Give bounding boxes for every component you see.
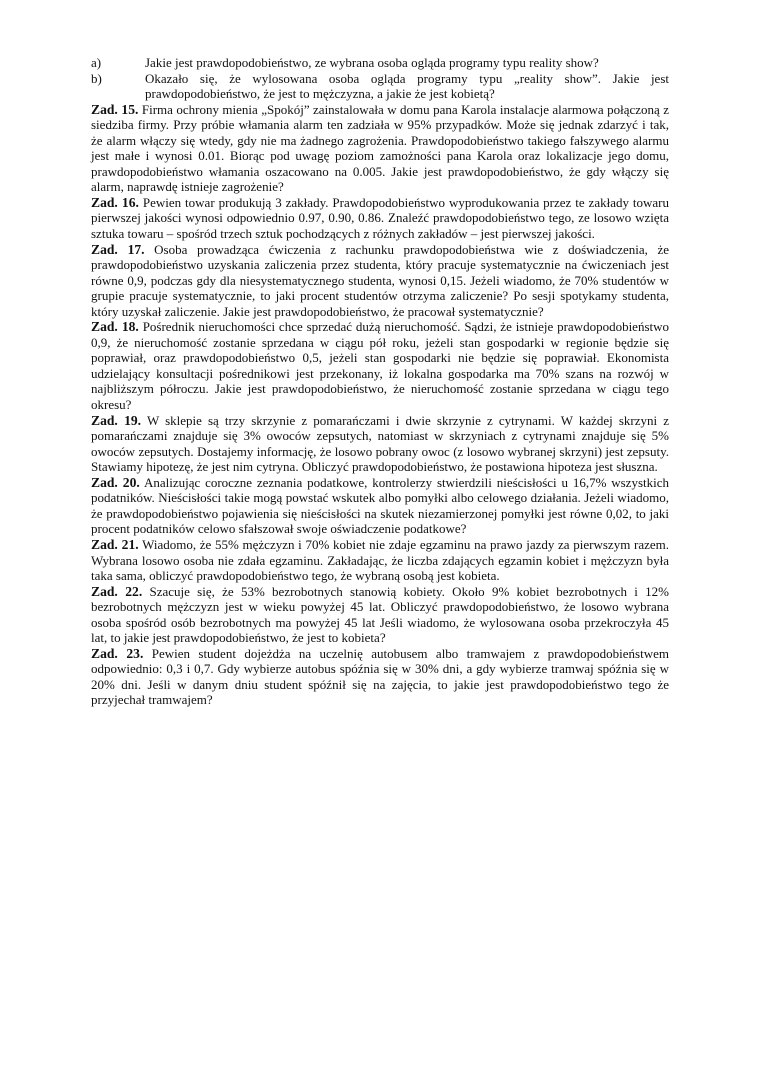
task-20 xyxy=(91,475,669,537)
task-number: Zad. 15. xyxy=(91,101,139,117)
task-text: Analizując coroczne zeznania podatkowe, kontrolerzy stwierdzili nieścisłości u 16,7% wszystkich podatników. Nieścisłości takie mogą powstać wskutek albo pomyłki albo celowego działania. Jeżeli wiadomo, że prawdopodobieństwo pojawienia się nieścisłości na skutek niezamierzonej pomyłki jest równe 0,02, to jaki procent podatników celowo sfałszował swoje oświadczenie podatkowe? xyxy=(91,474,670,537)
list-item-a xyxy=(91,55,669,71)
item-text: Okazało się, że wylosowana osoba ogląda programy typu „reality show”. Jakie jest prawdopodobieństwo, że jest to mężczyzna, a jakie że jest kobietą? xyxy=(145,70,669,102)
task-text: Pewien towar produkują 3 zakłady. Prawdopodobieństwo wyprodukowania przez te zakłady towaru pierwszej jakości wynosi odpowiednio 0.97, 0.90, 0.86. Znaleźć prawdopodobieństwo tego, ze losowo wzięta sztuka towaru – spośród trzech sztuk pochodzących z różnych zakładów – jest pierwszej jakości. xyxy=(91,194,670,242)
item-label: b) xyxy=(91,70,102,86)
task-number: Zad. 16. xyxy=(91,194,139,210)
task-number: Zad. 18. xyxy=(91,319,139,335)
task-21 xyxy=(91,537,669,584)
list-item-b xyxy=(91,71,669,102)
document-page xyxy=(91,55,669,708)
task-16 xyxy=(91,195,669,242)
task-text: Wiadomo, że 55% mężczyzn i 70% kobiet nie zdaje egzaminu na prawo jazdy za pierwszym razem. Wybrana losowo osoba nie zdała egzaminu. Zakładając, że liczba zdających egzamin kobiet i mężczyzn była taka sama, obliczyć prawdopodobieństwo tego, że wybraną osobą jest kobieta. xyxy=(91,536,669,584)
task-number: Zad. 20. xyxy=(91,474,140,490)
item-text: Jakie jest prawdopodobieństwo, ze wybrana osoba ogląda programy typu reality show? xyxy=(145,55,599,70)
task-number: Zad. 19. xyxy=(91,412,142,428)
task-19 xyxy=(91,413,669,475)
task-text: Osoba prowadząca ćwiczenia z rachunku prawdopodobieństwa wie z doświadczenia, że prawdopodobieństwo uzyskania zaliczenia przez studenta, który pracuje systematycznie na ćwiczeniach jest równe 0,9, podczas gdy dla niesystematycznego studenta, wynosi 0,15. Jeżeli wiadomo, że 70% studentów w grupie pracuje systematycznie, to jaki procent studentów otrzyma zaliczenie? Po sesji spotykamy studenta, który uzyskał zaliczenie. Jakie jest prawdopodobieństwo, że pracował systematycznie? xyxy=(91,241,670,319)
task-text: Pewien student dojeżdża na uczelnię autobusem albo tramwajem z prawdopodobieństwem odpowiednio: 0,3 i 0,7. Gdy wybierze autobus spóźnia się w 30% dni, a gdy wybierze tramwaj spóźnia się w 20% dni. Jeśli w danym dniu student spóźnił się na zajęcia, to jakie jest prawdopodobieństwo tego że przyjechał tramwajem? xyxy=(91,645,669,708)
task-22 xyxy=(91,584,669,646)
task-text: W sklepie są trzy skrzynie z pomarańczami i dwie skrzynie z cytrynami. W każdej skrzyni z pomarańczami znajduje się 3% owoców zepsutych, natomiast w skrzyniach z cytrynami znajduje się 5% owoców zepsutych. Dostajemy informację, że losowo pobrany owoc (z losowo wybranej skrzyni) jest zepsuty. Stawiamy hipotezę, że jest nim cytryna. Obliczyć prawdopodobieństwo, że postawiona hipoteza jest słuszna. xyxy=(91,412,670,475)
task-text: Pośrednik nieruchomości chce sprzedać dużą nieruchomość. Sądzi, że istnieje prawdopodobieństwo 0,9, że nieruchomość zostanie sprzedana w ciągu pół roku, jeżeli stan gospodarki w regionie będzie się poprawiał, oraz prawdopodobieństwo 0,5, jeżeli stan gospodarki nie będzie się poprawiał. Ekonomista udzielający konsultacji pośrednikowi jest przekonany, iż lokalna gospodarka ma 70% szans na rozwój w najbliższym półroczu. Jakie jest prawdopodobieństwo, że nieruchomość zostanie sprzedana w ciągu tego okresu? xyxy=(91,319,670,413)
task-15 xyxy=(91,102,669,195)
task-text: Szacuje się, że 53% bezrobotnych stanowią kobiety. Około 9% kobiet bezrobotnych i 12% bezrobotnych mężczyzn jest w wieku powyżej 45 lat. Obliczyć prawdopodobieństwo, że losowo wybrana osoba spośród osób bezrobotnych ma powyżej 45 lat Jeśli wiadomo, że wylosowana osoba przekroczyła 45 lat, to jakie jest prawdopodobieństwo, że jest to kobieta? xyxy=(91,583,670,646)
task-17 xyxy=(91,242,669,320)
item-label: a) xyxy=(91,55,102,70)
task-number: Zad. 23. xyxy=(91,645,144,661)
task-number: Zad. 17. xyxy=(91,241,145,257)
task-18 xyxy=(91,319,669,412)
task-text: Firma ochrony mienia „Spokój” zainstalowała w domu pana Karola instalacje alarmowa połączoną z siedziba firmy. Przy próbie włamania alarm ten zadziała w 95% przypadków. Może się jednak zdarzyć i tak, że alarm włączy się wtedy, gdy nie ma żadnego zagrożenia. Prawdopodobieństwo takiego fałszywego alarmu jest małe i wynosi 0.01. Biorąc pod uwagę poziom zamożności pana Karola oraz lokalizacje jego domu, prawdopodobieństwo włamania oszacowano na 0.005. Jakie jest prawdopodobieństwo, że gdy włączy się alarm, naprawdę istnieje zagrożenie? xyxy=(91,101,669,195)
task-23 xyxy=(91,646,669,708)
task-number: Zad. 22. xyxy=(91,583,143,599)
task-number: Zad. 21. xyxy=(91,536,139,552)
